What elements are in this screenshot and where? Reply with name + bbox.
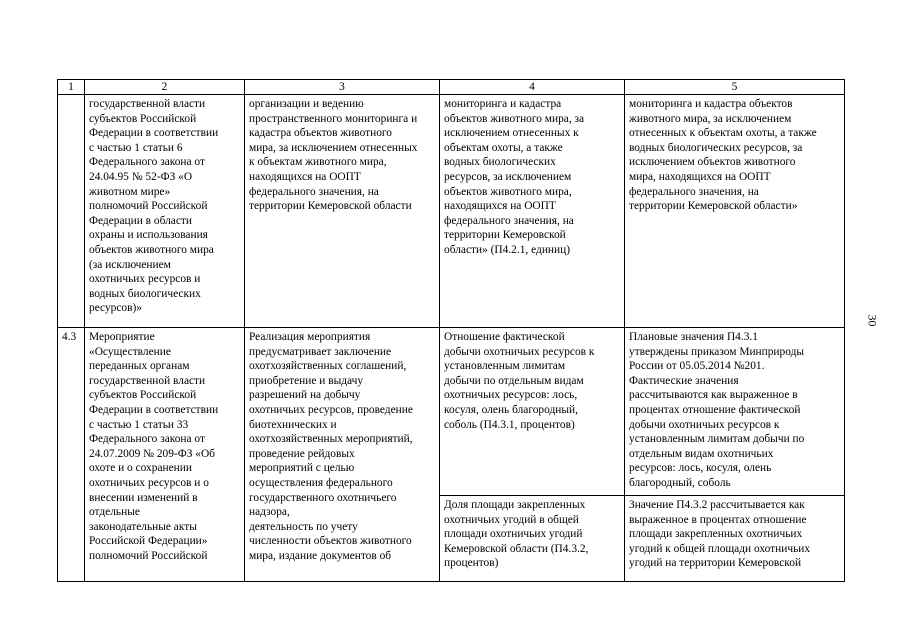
table-row-continuation	[58, 95, 845, 328]
cell-number	[58, 95, 85, 328]
cell-method: Плановые значения П4.3.1 утверждены приказом Минприроды России от 05.05.2014 №201. Фактические значения рассчитываются как выраженное в процентах отношение фактической добычи охотничьих ресурсов к установленным лимитам добычи по отдельным видам охотничьих ресурсов: лось, косуля, олень благородный, соболь	[625, 328, 845, 496]
header-col-4: 4	[440, 80, 625, 95]
cell-indicator: мониторинга и кадастра объектов животного мира, за исключением отнесенных к объектам охоты, а также водных биологических ресурсов, за исключением объектов животного мира, находящихся на ООПТ федерального значения, на территории Кемеровской области» (П4.2.1, единиц)	[440, 95, 625, 328]
cell-description: организации и ведению пространственного мониторинга и кадастра объектов животного мира, за исключением отнесенных к объектам животного мира, находящихся на ООПТ федерального значения, на территории Кемеровской области	[245, 95, 440, 328]
header-col-1: 1	[58, 80, 85, 95]
header-col-3: 3	[245, 80, 440, 95]
cell-method: Значение П4.3.2 рассчитывается как выраженное в процентах отношение площади закрепленных охотничьих угодий к общей площади охотничьих угодий на территории Кемеровской	[625, 496, 845, 582]
table-row-4-3-a	[58, 328, 845, 496]
header-row	[58, 80, 845, 95]
cell-activity: Мероприятие «Осуществление переданных органам государственной власти субъектов Российской Федерации в соответствии с частью 1 статьи 33 Федерального закона от 24.07.2009 № 209-ФЗ «Об охоте и о сохранении охотничьих ресурсов и о внесении изменений в отдельные законодательные акты Российской Федерации» полномочий Российской	[85, 328, 245, 582]
header-col-5: 5	[625, 80, 845, 95]
document-table	[57, 79, 845, 582]
cell-method: мониторинга и кадастра объектов животного мира, за исключением отнесенных к объектам охоты, а также водных биологических ресурсов, за исключением объектов животного мира, находящихся на ООПТ федерального значения, на территории Кемеровской области»	[625, 95, 845, 328]
page-number: 30	[865, 314, 880, 327]
cell-number: 4.3	[58, 328, 85, 582]
cell-indicator: Доля площади закрепленных охотничьих угодий в общей площади охотничьих угодий Кемеровской области (П4.3.2, процентов)	[440, 496, 625, 582]
cell-indicator: Отношение фактической добычи охотничьих ресурсов к установленным лимитам добычи по отдельным видам охотничьих ресурсов: лось, косуля, олень благородный, соболь (П4.3.1, процентов)	[440, 328, 625, 496]
header-col-2: 2	[85, 80, 245, 95]
cell-activity: государственной власти субъектов Российской Федерации в соответствии с частью 1 статьи 6 Федерального закона от 24.04.95 № 52-ФЗ «О животном мире» полномочий Российской Федерации в области охраны и использования объектов животного мира (за исключением охотничьих ресурсов и водных биологических ресурсов)»	[85, 95, 245, 328]
cell-description: Реализация мероприятия предусматривает заключение охотхозяйственных соглашений, приобретение и выдачу разрешений на добычу охотничьих ресурсов, проведение биотехнических и охотхозяйственных мероприятий, проведение рейдовых мероприятий с целью осуществления федерального государственного охотничьего надзора, деятельность по учету численности объектов животного мира, издание документов об	[245, 328, 440, 582]
